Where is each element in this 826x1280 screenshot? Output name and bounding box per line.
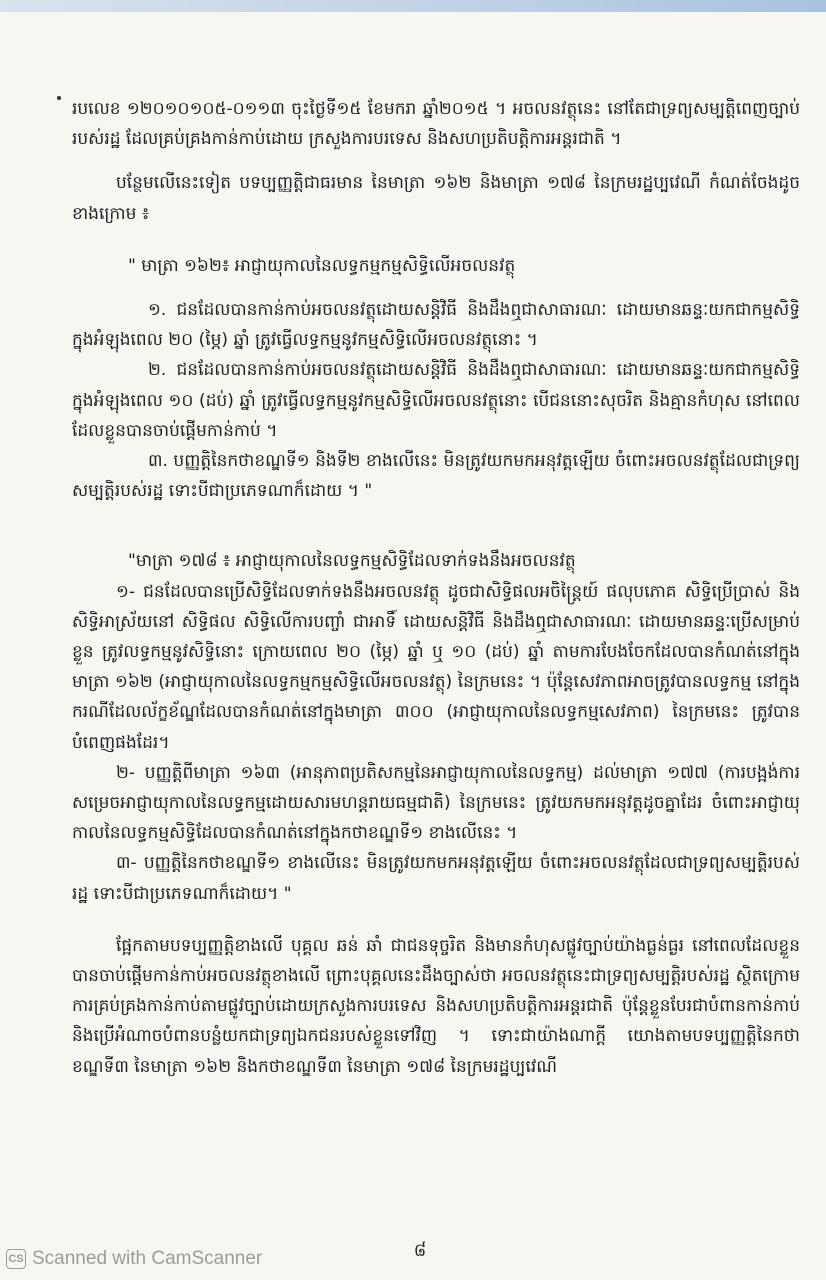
camscanner-logo-icon: CS [6, 1249, 26, 1269]
document-page [0, 12, 826, 1280]
document-body [72, 94, 800, 1082]
page-number: ៨ [413, 1240, 427, 1261]
scanner-top-edge [0, 0, 826, 12]
article-162-clause-2: ២. ជនដែលបានកាន់កាប់អចលនវត្ថុដោយសន្តិវិធី និងដឹងឮជាសាធារណៈ ដោយមានឆន្ទៈយកជាកម្មសិទ្ធិ ក្នុងអំឡុងពេល ១០ (ដប់) ឆ្នាំ ត្រូវធ្វើលទ្ធកម្មនូវកម្មសិទ្ធិលើអចលនវត្ថុនោះ បើជននោះសុចរិត និងគ្មានកំហុស នៅពេលដែលខ្លួនបានចាប់ផ្ដើមកាន់កាប់ ។ [72, 360, 800, 441]
camscanner-watermark [6, 1244, 262, 1274]
scan-speck [57, 96, 61, 100]
watermark-text: Scanned with CamScanner [32, 1248, 263, 1269]
article-178-title: "មាត្រា ១៧៨ ៖ អាជ្ញាយុកាលនៃលទ្ធកម្មសិទ្ធិដែលទាក់ទងនឹងអចលនវត្ថុ [128, 551, 576, 572]
article-162-title: " មាត្រា ១៦២៖ អាជ្ញាយុកាលនៃលទ្ធកម្មកម្មសិទ្ធិលើអចលនវត្ថុ [128, 255, 516, 276]
paragraph-legal-provisions-intro: បន្ថែមលើនេះទៀត បទប្បញ្ញត្តិជាធរមាន នៃមាត្រា ១៦២ និងមាត្រា ១៧៨ នៃក្រមរដ្ឋប្បវេណី កំណត់ចែងដូចខាងក្រោម ៖ [72, 173, 800, 224]
paragraph-analysis: ផ្អែកតាមបទប្បញ្ញត្តិខាងលើ បុគ្គល ឆន់ ឆាំ ជាជនទុច្ចរិត និងមានកំហុសផ្លូវច្បាប់យ៉ាងធ្ងន់ធ្ងរ នៅពេលដែលខ្លួនបានចាប់ផ្តើមកាន់កាប់អចលនវត្ថុខាងលើ ព្រោះបុគ្គលនេះដឹងច្បាស់ថា អចលនវត្ថុនេះជាទ្រព្យសម្បត្តិរបស់រដ្ឋ ស្ថិតក្រោមការគ្រប់គ្រងកាន់កាប់តាមផ្លូវច្បាប់ដោយក្រសួងការបរទេស និងសហប្រតិបត្តិការអន្តរជាតិ ប៉ុន្តែខ្លួនបែរជាបំពានកាន់កាប់ និងប្រើអំណាចបំពានបន្លំយកជាទ្រព្យឯកជនរបស់ខ្លួនទៅវិញ ។ ទោះជាយ៉ាងណាក្តី យោងតាមបទប្បញ្ញត្តិនៃកថាខណ្ឌទី៣ នៃមាត្រា ១៦២ និងកថាខណ្ឌទី៣ នៃមាត្រា ១៧៨ នៃក្រមរដ្ឋប្បវេណី [72, 935, 800, 1077]
article-162-clause-3: ៣. បញ្ញត្តិនៃកថាខណ្ឌទី១ និងទី២ ខាងលើនេះ មិនត្រូវយកមកអនុវត្តឡើយ ចំពោះអចលនវត្ថុដែលជាទ្រព្យសម្បត្តិរបស់រដ្ឋ ទោះបីជាប្រភេទណាក៏ដោយ ។ " [72, 451, 800, 502]
paragraph-property-status: របលេខ ១២០១០១០៥-០១១៣ ចុះថ្ងៃទី១៥ ខែមករា ឆ្នាំ២០១៥ ។ អចលនវត្ថុនេះ នៅតែជាទ្រព្យសម្បត្តិពេញច្បាប់របស់រដ្ឋ ដែលគ្រប់គ្រងកាន់កាប់ដោយ ក្រសួងការបរទេស និងសហប្រតិបត្តិការអន្តរជាតិ ។ [72, 99, 800, 150]
article-178-clause-1: ១- ជនដែលបានប្រើសិទ្ធិដែលទាក់ទងនឹងអចលនវត្ថុ ដូចជាសិទ្ធិផលអចិន្ត្រៃយ៍ ផលុបភោគ សិទ្ធិប្រើប្រាស់ និងសិទ្ធិអាស្រ័យនៅ សិទ្ធិផល សិទ្ធិលើការបញ្ចាំ ជាអាទិ៍ ដោយសន្តិវិធី និងដឹងឮជាសាធារណៈ ដោយមានឆន្ទៈប្រើសម្រាប់ខ្លួន ត្រូវលទ្ធកម្មនូវសិទ្ធិនោះ ក្រោយពេល ២០ (ម្ភៃ) ឆ្នាំ ឬ ១០ (ដប់) ឆ្នាំ តាមការបែងចែកដែលបានកំណត់នៅក្នុងមាត្រា ១៦២ (អាជ្ញាយុកាលនៃលទ្ធកម្មកម្មសិទ្ធិលើអចលនវត្ថុ) នៃក្រមនេះ ។ ប៉ុន្តែសេវភាពអាចត្រូវបានលទ្ធកម្ម នៅក្នុងករណីដែលល័ក្ខខ័ណ្ឌដែលបានកំណត់នៅក្នុងមាត្រា ៣០០ (អាជ្ញាយុកាលនៃលទ្ធកម្មសេវភាព) នៃក្រមនេះ ត្រូវបានបំពេញផងដែរ។ [72, 581, 800, 753]
article-178-clause-2: ២- បញ្ញត្តិពីមាត្រា ១៦៣ (អានុភាពប្រតិសកម្មនៃអាជ្ញាយុកាលនៃលទ្ធកម្ម) ដល់មាត្រា ១៧៧ (ការបង្អង់ការសម្រេចអាជ្ញាយុកាលនៃលទ្ធកម្មដោយសារមហន្តរាយធម្មជាតិ) នៃក្រមនេះ ត្រូវយកមកអនុវត្តដូចគ្នាដែរ ចំពោះអាជ្ញាយុកាលនៃលទ្ធកម្មសិទ្ធិដែលបានកំណត់នៅក្នុងកថាខណ្ឌទី១ ខាងលើនេះ ។ [72, 762, 800, 844]
article-162-clause-1: ១. ជនដែលបានកាន់កាប់អចលនវត្ថុដោយសន្តិវិធី និងដឹងឮជាសាធារណៈ ដោយមានឆន្ទៈយកជាកម្មសិទ្ធិ ក្នុងអំឡុងពេល ២០ (ម្ភៃ) ឆ្នាំ ត្រូវធ្វើលទ្ធកម្មនូវកម្មសិទ្ធិលើអចលនវត្ថុនោះ ។ [72, 300, 800, 351]
article-178-clause-3: ៣- បញ្ញត្តិនៃកថាខណ្ឌទី១ ខាងលើនេះ មិនត្រូវយកមកអនុវត្តឡើយ ចំពោះអចលនវត្ថុដែលជាទ្រព្យសម្បត្តិរបស់រដ្ឋ ទោះបីជាប្រភេទណាក៏ដោយ។ " [72, 853, 800, 904]
